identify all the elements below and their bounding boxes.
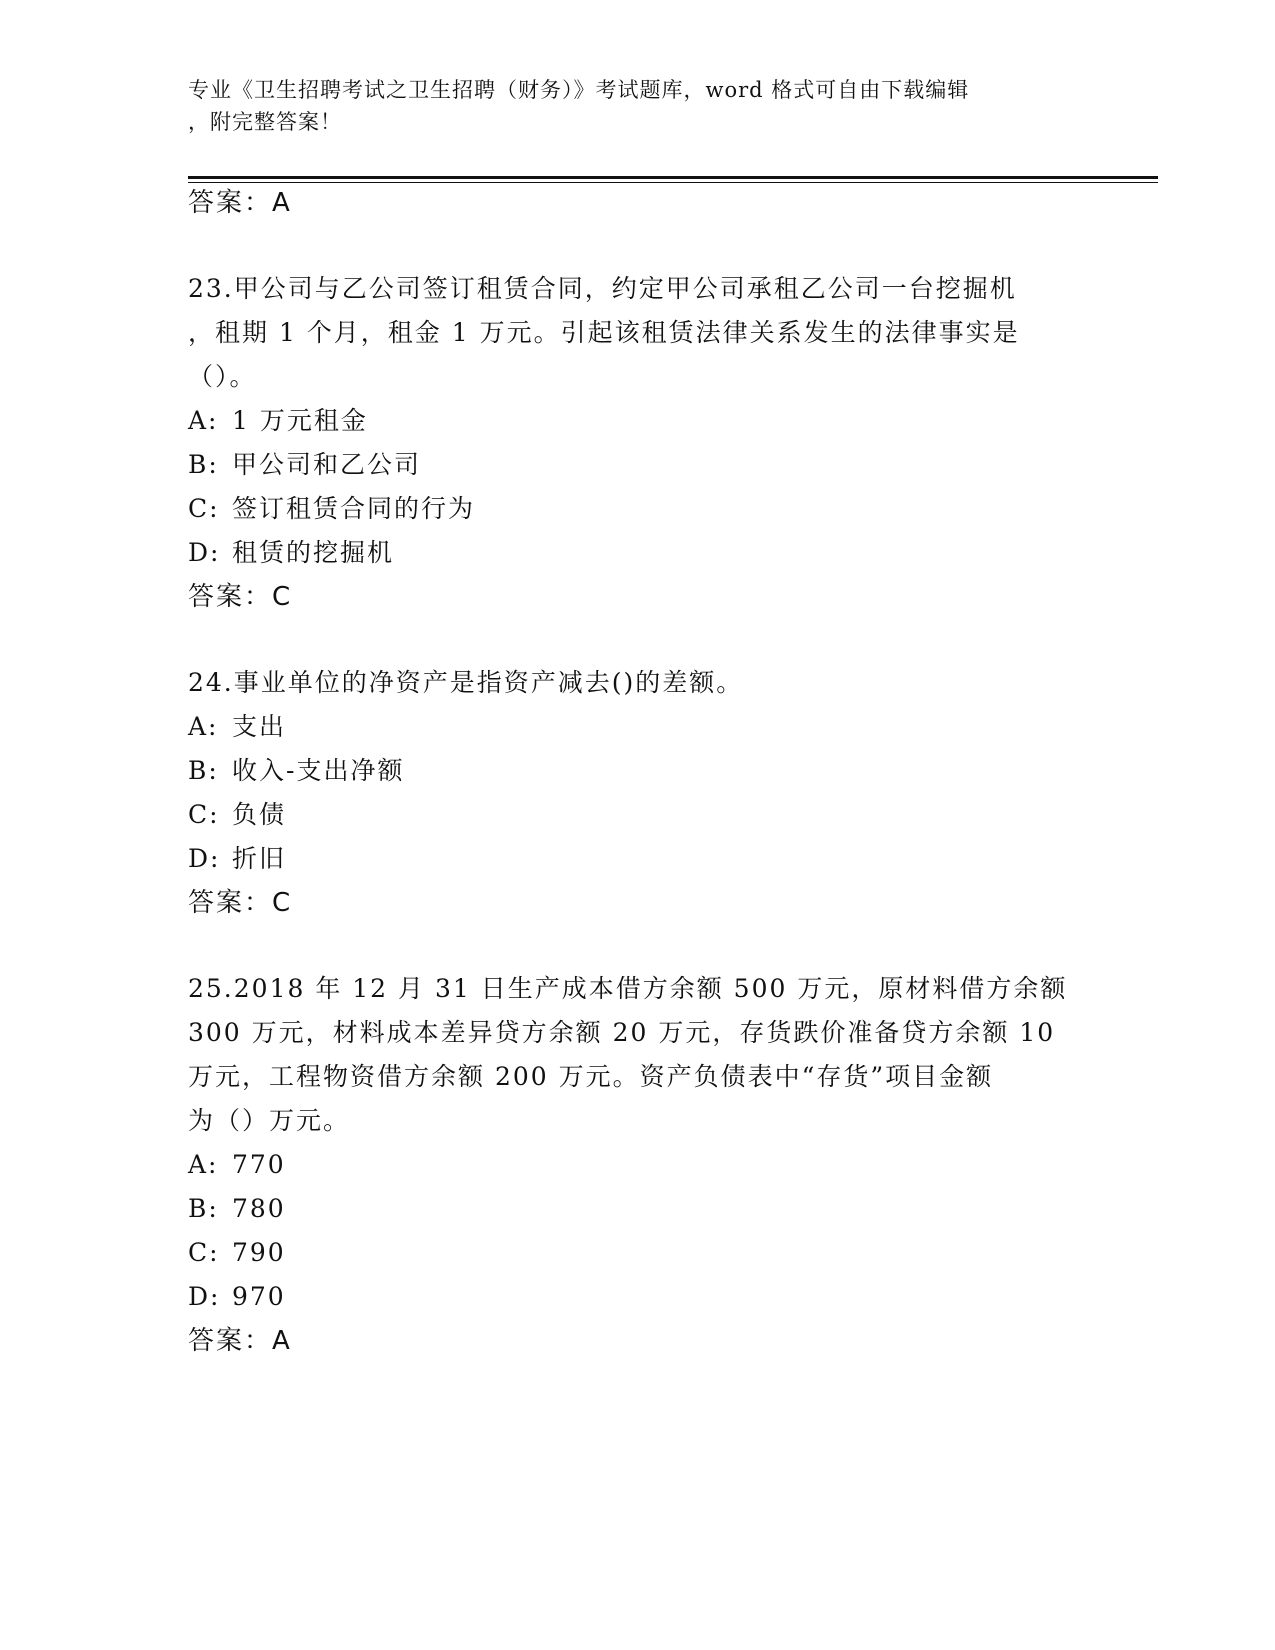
question-25-line-2: 300 万元，材料成本差异贷方余额 20 万元，存货跌价准备贷方余额 10 xyxy=(188,1018,1056,1047)
question-24-option-a xyxy=(188,712,286,742)
question-23-line-3: （）。 xyxy=(188,362,257,391)
option-text: 签订租赁合同的行为 xyxy=(232,494,476,523)
question-23-answer: 答案：C xyxy=(188,582,293,612)
option-label: D: xyxy=(188,538,221,567)
question-23-option-d xyxy=(188,538,394,568)
option-label: C: xyxy=(188,800,220,829)
question-24-answer: 答案：C xyxy=(188,888,293,918)
question-25-answer: 答案：A xyxy=(188,1326,292,1356)
question-25-line-3: 万元，工程物资借方余额 200 万元。资产负债表中“存货”项目金额 xyxy=(188,1062,994,1091)
question-23-line-2: ，租期 1 个月，租金 1 万元。引起该租赁法律关系发生的法律事实是 xyxy=(188,318,1020,347)
question-25-option-b xyxy=(188,1194,286,1224)
question-23-line-1: 23.甲公司与乙公司签订租赁合同，约定甲公司承租乙公司一台挖掘机 xyxy=(188,274,1017,303)
previous-answer: 答案：A xyxy=(188,188,292,218)
question-24-option-b xyxy=(188,756,404,786)
option-label: C: xyxy=(188,1238,220,1267)
document-header xyxy=(188,74,1088,138)
option-label: B: xyxy=(188,1194,219,1223)
question-25-option-d xyxy=(188,1282,286,1312)
question-25-line-1: 25.2018 年 12 月 31 日生产成本借方余额 500 万元，原材料借方余额 xyxy=(188,974,1068,1003)
option-label: A: xyxy=(188,406,219,435)
question-25-line-4: 为（）万元。 xyxy=(188,1106,351,1135)
option-label: A: xyxy=(188,1150,219,1179)
option-label: B: xyxy=(188,756,219,785)
option-text: 负债 xyxy=(232,800,287,829)
option-label: D: xyxy=(188,1282,221,1311)
option-text: 折旧 xyxy=(232,844,287,873)
question-24-option-c xyxy=(188,800,286,830)
question-23-option-b xyxy=(188,450,421,480)
option-text: 1 万元租金 xyxy=(232,406,368,435)
header-line-1: 专业《卫生招聘考试之卫生招聘（财务）》考试题库，word 格式可自由下载编辑 xyxy=(188,78,970,102)
question-23-option-c xyxy=(188,494,475,524)
option-text: 支出 xyxy=(232,712,287,741)
option-text: 970 xyxy=(232,1282,286,1311)
option-label: B: xyxy=(188,450,219,479)
option-label: C: xyxy=(188,494,220,523)
option-text: 租赁的挖掘机 xyxy=(232,538,395,567)
option-label: D: xyxy=(188,844,221,873)
option-text: 790 xyxy=(232,1238,286,1267)
option-text: 770 xyxy=(232,1150,286,1179)
option-label: A: xyxy=(188,712,219,741)
option-text: 780 xyxy=(232,1194,286,1223)
question-24-line-1: 24.事业单位的净资产是指资产减去()的差额。 xyxy=(188,668,744,697)
header-rule-thick xyxy=(188,176,1158,179)
question-23-option-a xyxy=(188,406,368,436)
question-25-option-c xyxy=(188,1238,286,1268)
header-line-2: ，附完整答案！ xyxy=(188,110,342,134)
question-24-option-d xyxy=(188,844,286,874)
question-25-option-a xyxy=(188,1150,286,1180)
header-rule-thin xyxy=(188,182,1158,183)
option-text: 甲公司和乙公司 xyxy=(232,450,422,479)
option-text: 收入-支出净额 xyxy=(232,756,405,785)
